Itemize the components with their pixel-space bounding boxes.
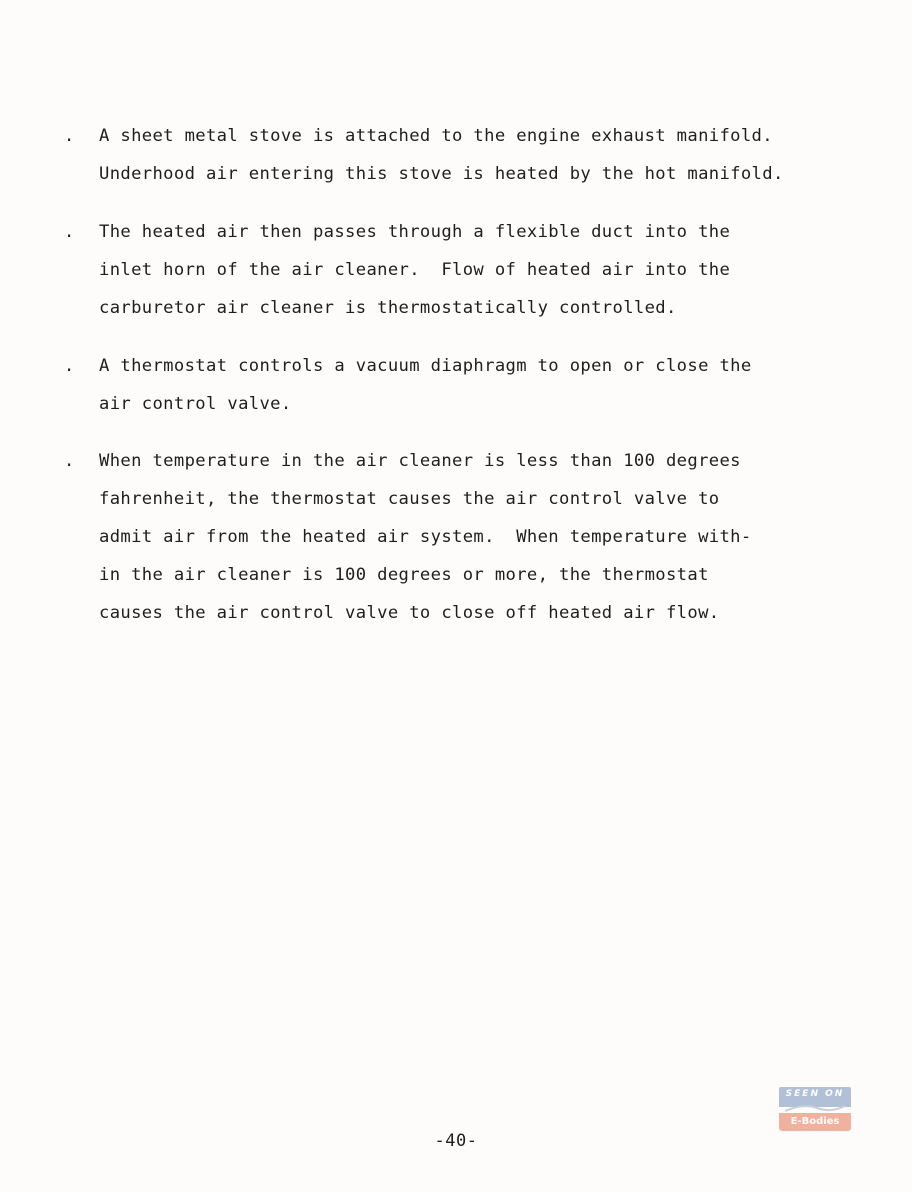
bullet-marker: . (64, 451, 75, 471)
page-number: -40- (434, 1131, 478, 1151)
text-line: air control valve. (99, 394, 292, 414)
text-line: inlet horn of the air cleaner. Flow of heated air into the (99, 260, 731, 280)
bullet-marker: . (64, 126, 75, 146)
text-line: Underhood air entering this stove is heated by the hot manifold. (99, 164, 784, 184)
text-line: causes the air control valve to close off heated air flow. (99, 603, 720, 623)
text-line: A thermostat controls a vacuum diaphragm to open or close the (99, 356, 752, 376)
bullet-marker: . (64, 356, 75, 376)
swoosh-icon (783, 1103, 847, 1113)
bullet-text (99, 347, 859, 423)
watermark-top-label: SEEN ON (779, 1087, 851, 1107)
seen-on-e-bodies-watermark (779, 1087, 851, 1131)
text-line: in the air cleaner is 100 degrees or more, the thermostat (99, 565, 709, 585)
watermark-bottom-label: E-Bodies (779, 1113, 851, 1131)
text-line: The heated air then passes through a flexible duct into the (99, 222, 731, 242)
bullet-text (99, 213, 859, 327)
text-line: fahrenheit, the thermostat causes the air control valve to (99, 489, 720, 509)
bullet-text (99, 117, 859, 193)
bullet-marker: . (64, 222, 75, 242)
text-line: carburetor air cleaner is thermostatically controlled. (99, 298, 677, 318)
text-line: admit air from the heated air system. When temperature with- (99, 527, 752, 547)
bullet-text (99, 442, 859, 632)
text-line: A sheet metal stove is attached to the engine exhaust manifold. (99, 126, 773, 146)
text-line: When temperature in the air cleaner is less than 100 degrees (99, 451, 741, 471)
